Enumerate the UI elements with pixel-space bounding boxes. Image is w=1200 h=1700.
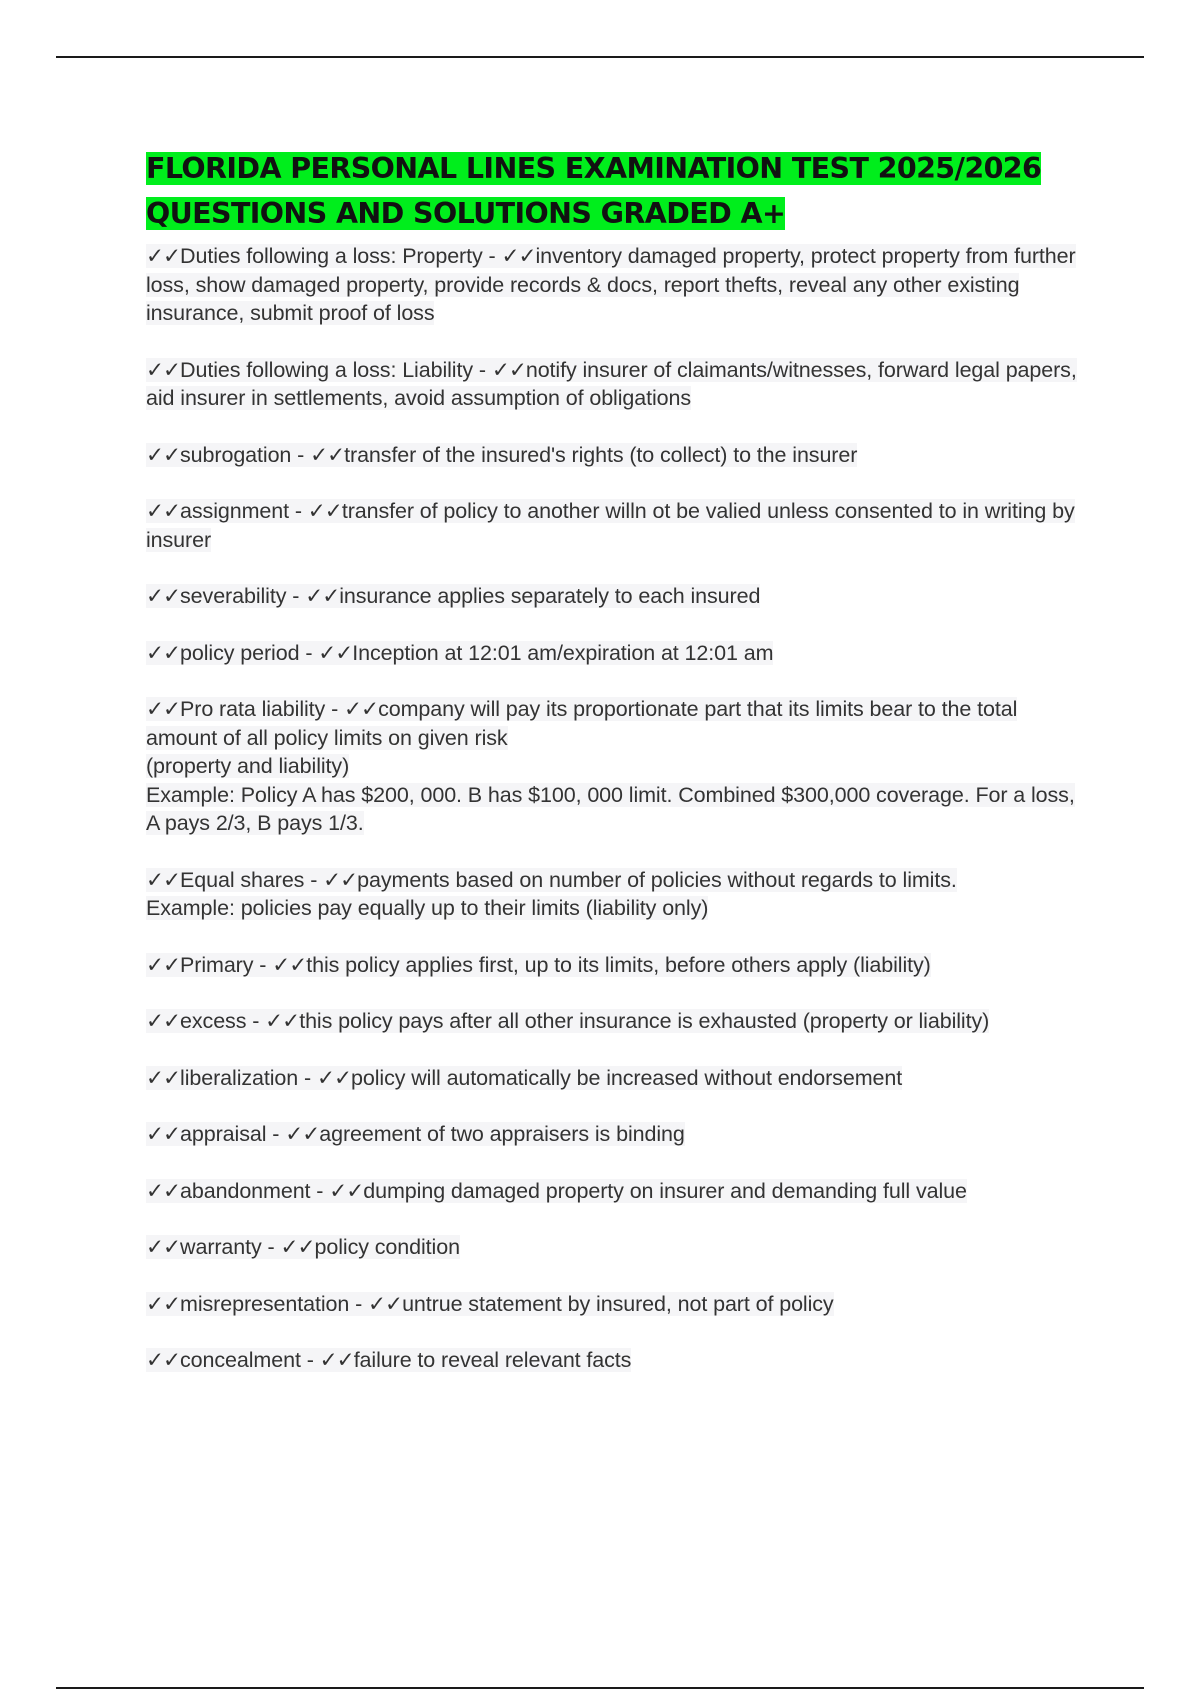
entry-severability <box>146 582 1086 611</box>
check-mark-icon: ✓✓ <box>146 1178 181 1203</box>
entry-separator: - <box>286 584 306 608</box>
check-mark-icon: ✓✓ <box>146 1291 181 1316</box>
entry-separator: - <box>266 1122 286 1146</box>
entry-term: assignment <box>180 499 289 523</box>
check-mark-icon: ✓✓ <box>319 1348 354 1372</box>
entry-term: excess <box>180 1009 247 1033</box>
check-mark-icon: ✓✓ <box>146 640 181 665</box>
entry-example: Example: policies pay equally up to their limits (liability only) <box>146 896 709 920</box>
check-mark-icon: ✓✓ <box>318 640 353 665</box>
entry-separator: - <box>261 1235 281 1259</box>
entry-note: (property and liability) <box>146 754 350 778</box>
entry-duties-liability <box>146 356 1086 413</box>
entry-term: warranty <box>180 1235 262 1259</box>
check-mark-icon: ✓✓ <box>146 584 181 608</box>
entry-definition: policy condition <box>314 1235 460 1259</box>
check-mark-icon: ✓✓ <box>146 1348 181 1372</box>
check-mark-icon: ✓✓ <box>146 697 181 721</box>
entry-term: severability <box>180 584 287 608</box>
entry-definition: inventory damaged property, protect property from further loss, show damaged property, provide records & docs, report thefts, reveal any other existing insurance, submit proof of loss <box>146 244 1076 325</box>
entry-policy-period <box>146 639 1086 668</box>
check-mark-icon: ✓✓ <box>146 244 181 268</box>
entry-term: subrogation <box>180 442 292 467</box>
title-line-1: FLORIDA PERSONAL LINES EXAMINATION TEST 2025/2026 <box>146 152 1042 185</box>
entry-term: concealment <box>180 1348 301 1372</box>
entry-definition: policy will automatically be increased without endorsement <box>351 1065 903 1090</box>
check-mark-icon: ✓✓ <box>310 442 345 467</box>
entry-separator: - <box>325 697 345 721</box>
entry-term: Pro rata liability <box>180 697 326 721</box>
check-mark-icon: ✓✓ <box>491 357 526 382</box>
check-mark-icon: ✓✓ <box>368 1291 403 1316</box>
document-body <box>146 146 1086 1403</box>
entry-separator: - <box>298 1065 317 1090</box>
entry-separator: - <box>300 1348 320 1372</box>
check-mark-icon: ✓✓ <box>146 1009 181 1033</box>
check-mark-icon: ✓✓ <box>146 1065 181 1090</box>
entry-definition: Inception at 12:01 am/expiration at 12:01 am <box>352 640 774 665</box>
entry-separator: - <box>310 1178 330 1203</box>
entry-term: appraisal <box>180 1122 267 1146</box>
document-title <box>146 146 1086 236</box>
entry-equal-shares <box>146 866 1086 923</box>
entry-separator: - <box>246 1009 266 1033</box>
entry-abandonment <box>146 1177 1086 1206</box>
entry-definition: agreement of two appraisers is binding <box>319 1122 685 1146</box>
entry-misrepresentation <box>146 1290 1086 1319</box>
check-mark-icon: ✓✓ <box>307 499 342 523</box>
entry-subrogation <box>146 441 1086 470</box>
entry-separator: - <box>473 357 492 382</box>
entry-excess <box>146 1007 1086 1036</box>
entry-term: Equal shares <box>180 867 305 892</box>
entry-term: abandonment <box>180 1178 311 1203</box>
entry-term: policy period <box>180 640 300 665</box>
entry-separator: - <box>291 442 311 467</box>
check-mark-icon: ✓✓ <box>146 1235 181 1259</box>
check-mark-icon: ✓✓ <box>146 357 181 382</box>
entry-definition: this policy pays after all other insurance is exhausted (property or liability) <box>299 1009 990 1033</box>
entry-definition: transfer of policy to another willn ot be valied unless consented to in writing by insurer <box>146 499 1075 552</box>
check-mark-icon: ✓✓ <box>265 1009 300 1033</box>
entry-definition: dumping damaged property on insurer and demanding full value <box>363 1178 967 1203</box>
check-mark-icon: ✓✓ <box>305 584 340 608</box>
check-mark-icon: ✓✓ <box>146 499 181 523</box>
entry-warranty <box>146 1233 1086 1262</box>
entry-definition: failure to reveal relevant facts <box>353 1348 632 1372</box>
entry-term: Primary <box>180 952 254 977</box>
entry-assignment <box>146 497 1086 554</box>
entry-example: Example: Policy A has $200, 000. B has $100, 000 limit. Combined $300,000 coverage. For a loss, A pays 2/3, B pays 1/3. <box>146 782 1075 835</box>
check-mark-icon: ✓✓ <box>501 244 536 268</box>
check-mark-icon: ✓✓ <box>344 697 379 721</box>
entry-term: liberalization <box>180 1065 299 1090</box>
check-mark-icon: ✓✓ <box>146 952 181 977</box>
entry-separator: - <box>482 244 502 268</box>
entry-primary <box>146 951 1086 980</box>
entry-definition: untrue statement by insured, not part of policy <box>402 1291 834 1316</box>
entry-definition: company will pay its proportionate part that its limits bear to the total amount of all policy limits on given risk <box>146 697 1018 750</box>
check-mark-icon: ✓✓ <box>323 867 358 892</box>
check-mark-icon: ✓✓ <box>146 867 181 892</box>
entry-separator: - <box>253 952 273 977</box>
entry-definition: payments based on number of policies without regards to limits. <box>357 867 957 892</box>
entry-term: misrepresentation <box>180 1291 350 1316</box>
check-mark-icon: ✓✓ <box>285 1122 320 1146</box>
check-mark-icon: ✓✓ <box>280 1235 315 1259</box>
entry-separator: - <box>299 640 319 665</box>
entry-liberalization <box>146 1064 1086 1093</box>
top-rule <box>56 56 1144 58</box>
entry-term: Duties following a loss: Property <box>180 244 483 268</box>
entry-definition: this policy applies first, up to its limits, before others apply (liability) <box>306 952 931 977</box>
entry-definition: insurance applies separately to each insured <box>339 584 761 608</box>
check-mark-icon: ✓✓ <box>329 1178 364 1203</box>
entry-definition: transfer of the insured's rights (to collect) to the insurer <box>344 442 858 467</box>
entry-concealment <box>146 1346 1086 1375</box>
check-mark-icon: ✓✓ <box>272 952 307 977</box>
bottom-rule <box>56 1687 1144 1689</box>
check-mark-icon: ✓✓ <box>146 1122 181 1146</box>
entry-definition: notify insurer of claimants/witnesses, forward legal papers, aid insurer in settlements, avoid assumption of obligations <box>146 357 1077 410</box>
entry-duties-property <box>146 242 1086 328</box>
entry-separator: - <box>304 867 324 892</box>
entry-separator: - <box>288 499 308 523</box>
entry-pro-rata-liability <box>146 695 1086 838</box>
entry-appraisal <box>146 1120 1086 1149</box>
check-mark-icon: ✓✓ <box>316 1065 351 1090</box>
entry-separator: - <box>349 1291 369 1316</box>
check-mark-icon: ✓✓ <box>146 442 181 467</box>
entry-term: Duties following a loss: Liability <box>180 357 473 382</box>
title-line-2: QUESTIONS AND SOLUTIONS GRADED A+ <box>146 197 786 230</box>
